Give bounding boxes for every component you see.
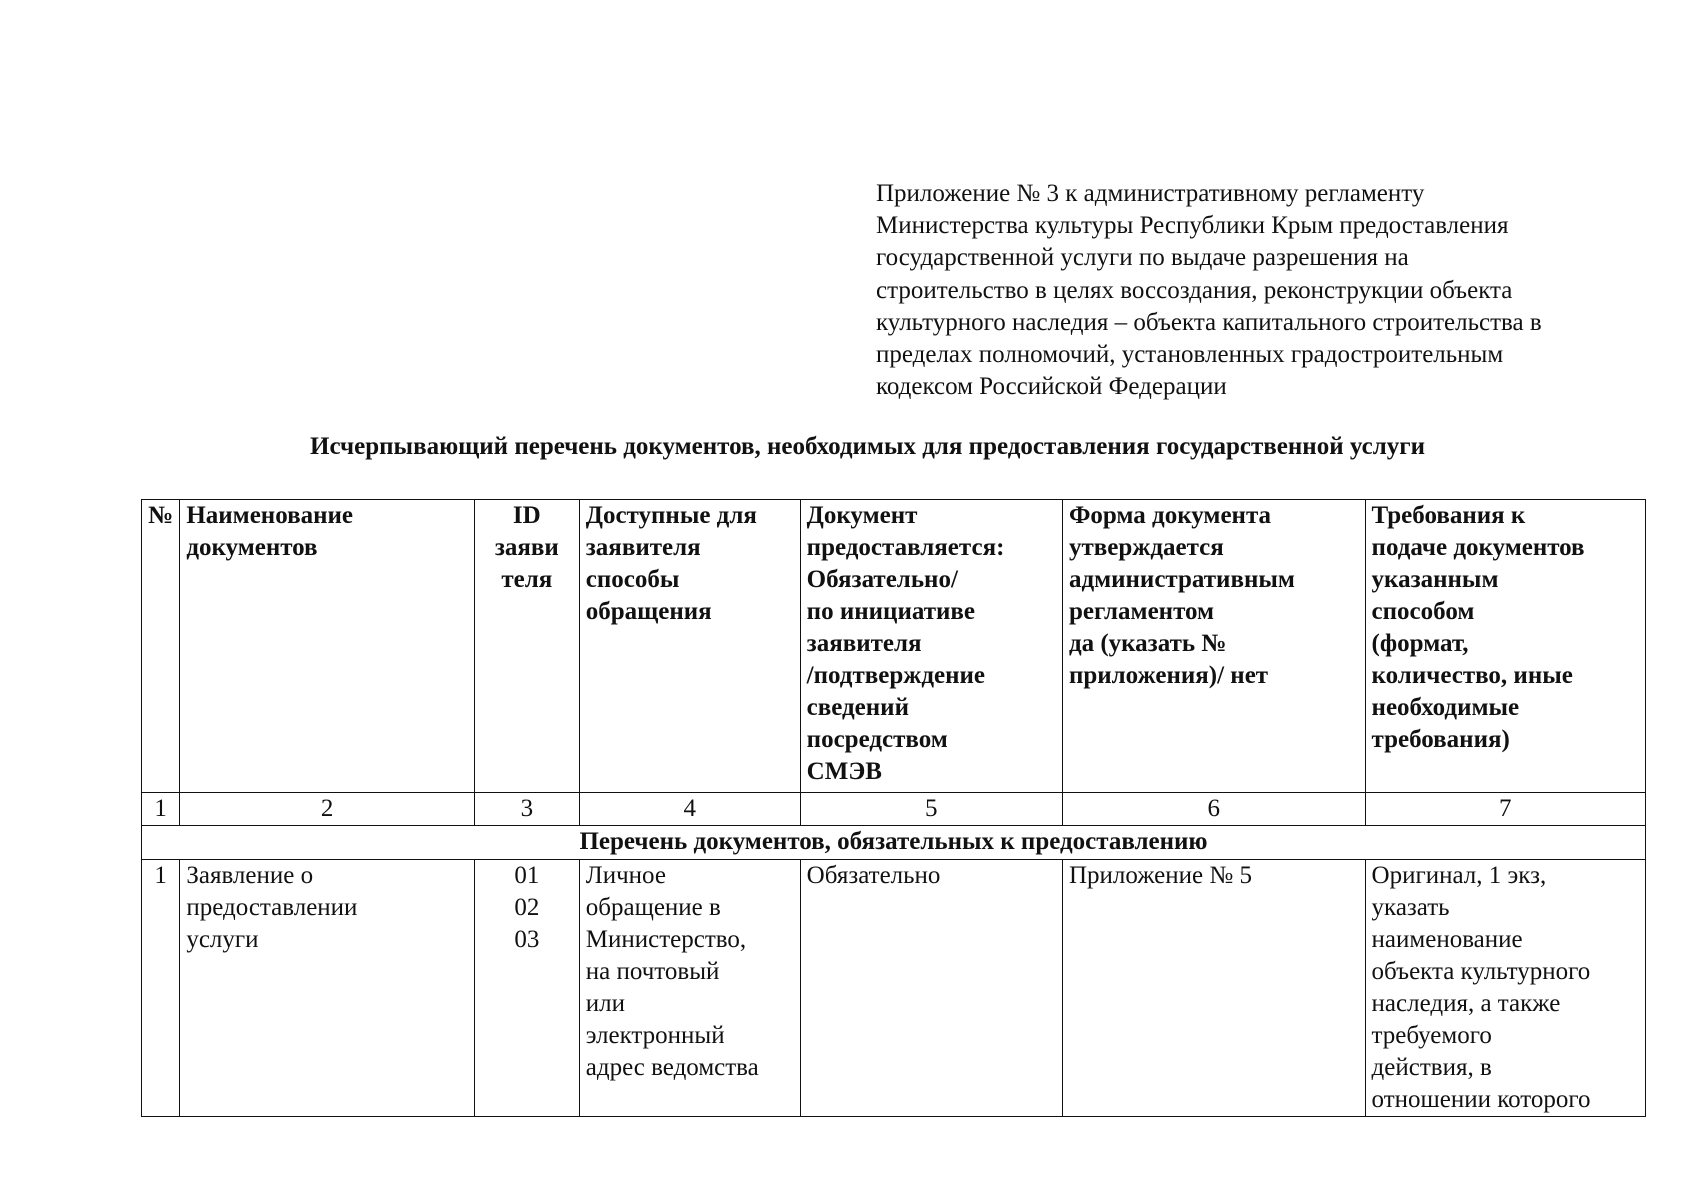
column-number: 2 (180, 793, 475, 826)
cell-text: Оригинал, 1 экз, (1371, 862, 1547, 889)
header-text: утверждается (1068, 534, 1224, 561)
cell-text: Министерство, (585, 926, 747, 953)
appendix-line: строительство в целях воссоздания, реконструкции объекта (876, 276, 1513, 304)
column-number: 6 (1062, 793, 1365, 826)
column-number: 1 (142, 793, 180, 826)
cell-access-methods (579, 860, 800, 1117)
header-text: количество, иные (1371, 662, 1573, 689)
header-cell-form (1062, 500, 1365, 793)
cell-text: Приложение № 5 (1068, 862, 1252, 889)
header-cell-number (142, 500, 180, 793)
header-text: документов (186, 534, 318, 561)
header-text: способом (1371, 598, 1475, 625)
header-text: необходимые (1371, 694, 1520, 721)
cell-text: услуги (186, 926, 259, 953)
header-text: Требования к (1371, 502, 1526, 529)
header-text: /подтверждение (806, 662, 986, 689)
header-text: административным (1068, 566, 1295, 593)
section-row (142, 826, 1646, 860)
column-number: 7 (1365, 793, 1645, 826)
table-row (142, 860, 1646, 1117)
cell-text: адрес ведомства (585, 1054, 759, 1081)
cell-requirements (1365, 860, 1645, 1117)
appendix-line: культурного наследия – объекта капитального строительства в (876, 308, 1542, 336)
cell-text: наследия, а также (1371, 990, 1561, 1017)
header-text: регламентом (1068, 598, 1215, 625)
column-number: 3 (474, 793, 579, 826)
header-text: подаче документов (1371, 534, 1585, 561)
header-text: сведений (806, 694, 909, 721)
cell-provision (800, 860, 1062, 1117)
header-text: требования) (1371, 726, 1510, 753)
cell-text: на почтовый (585, 958, 720, 985)
column-number-row (142, 793, 1646, 826)
header-text: (формат, (1371, 630, 1469, 657)
header-text: заявителя (585, 534, 701, 561)
cell-text: отношении которого (1371, 1086, 1591, 1113)
header-text: указанным (1371, 566, 1499, 593)
document-title: Исчерпывающий перечень документов, необходимых для предоставления государственной услуги (310, 433, 1425, 460)
header-text: Доступные для (585, 502, 757, 529)
cell-text: Заявление о (186, 862, 314, 889)
header-text: Наименование (186, 502, 353, 529)
cell-document-name (180, 860, 475, 1117)
cell-form (1062, 860, 1365, 1117)
header-text: № (148, 502, 174, 529)
cell-text: предоставлении (186, 894, 358, 921)
cell-text: 03 (514, 926, 540, 953)
header-text: приложения)/ нет (1068, 662, 1269, 689)
cell-text: обращение в (585, 894, 721, 921)
cell-text: требуемого (1371, 1022, 1492, 1049)
documents-table (141, 499, 1646, 1117)
cell-text: указать (1371, 894, 1450, 921)
header-text: Форма документа (1068, 502, 1272, 529)
header-text: предоставляется: (806, 534, 1005, 561)
cell-applicant-id (474, 860, 579, 1117)
header-text: способы (585, 566, 680, 593)
appendix-line: пределах полномочий, установленных градостроительным (876, 341, 1504, 369)
header-cell-provision (800, 500, 1062, 793)
header-text: Обязательно/ (806, 566, 958, 593)
column-number: 5 (800, 793, 1062, 826)
cell-text: Личное (585, 862, 666, 889)
cell-text: Обязательно (806, 862, 941, 889)
header-text: по инициативе (806, 598, 975, 625)
header-text: да (указать № (1068, 630, 1227, 657)
cell-text: или (585, 990, 625, 1017)
cell-text: электронный (585, 1022, 725, 1049)
appendix-line: кодексом Российской Федерации (876, 373, 1227, 401)
cell-text: действия, в (1371, 1054, 1492, 1081)
appendix-note (876, 178, 1656, 403)
header-text: СМЭВ (806, 758, 882, 785)
cell-text: наименование (1371, 926, 1523, 953)
header-text: ID (512, 502, 541, 529)
header-text: заявителя (806, 630, 922, 657)
header-text: обращения (585, 598, 712, 625)
header-text: Документ (806, 502, 918, 529)
header-cell-requirements (1365, 500, 1645, 793)
section-title: Перечень документов, обязательных к предоставлению (142, 826, 1646, 860)
header-cell-document-name (180, 500, 475, 793)
header-cell-access-methods (579, 500, 800, 793)
cell-text: 02 (514, 894, 540, 921)
cell-text: 01 (514, 862, 540, 889)
cell-number (142, 860, 180, 1117)
cell-text: объекта культурного (1371, 958, 1591, 985)
appendix-line: Министерства культуры Республики Крым предоставления (876, 212, 1509, 240)
cell-text: 1 (154, 862, 167, 889)
header-cell-applicant-id (474, 500, 579, 793)
header-text: посредством (806, 726, 948, 753)
header-text: заяви (494, 534, 559, 561)
appendix-line: Приложение № 3 к административному регламенту (876, 180, 1425, 207)
table-header-row (142, 500, 1646, 793)
appendix-line: государственной услуги по выдаче разрешения на (876, 244, 1409, 272)
column-number: 4 (579, 793, 800, 826)
header-text: теля (501, 566, 553, 593)
